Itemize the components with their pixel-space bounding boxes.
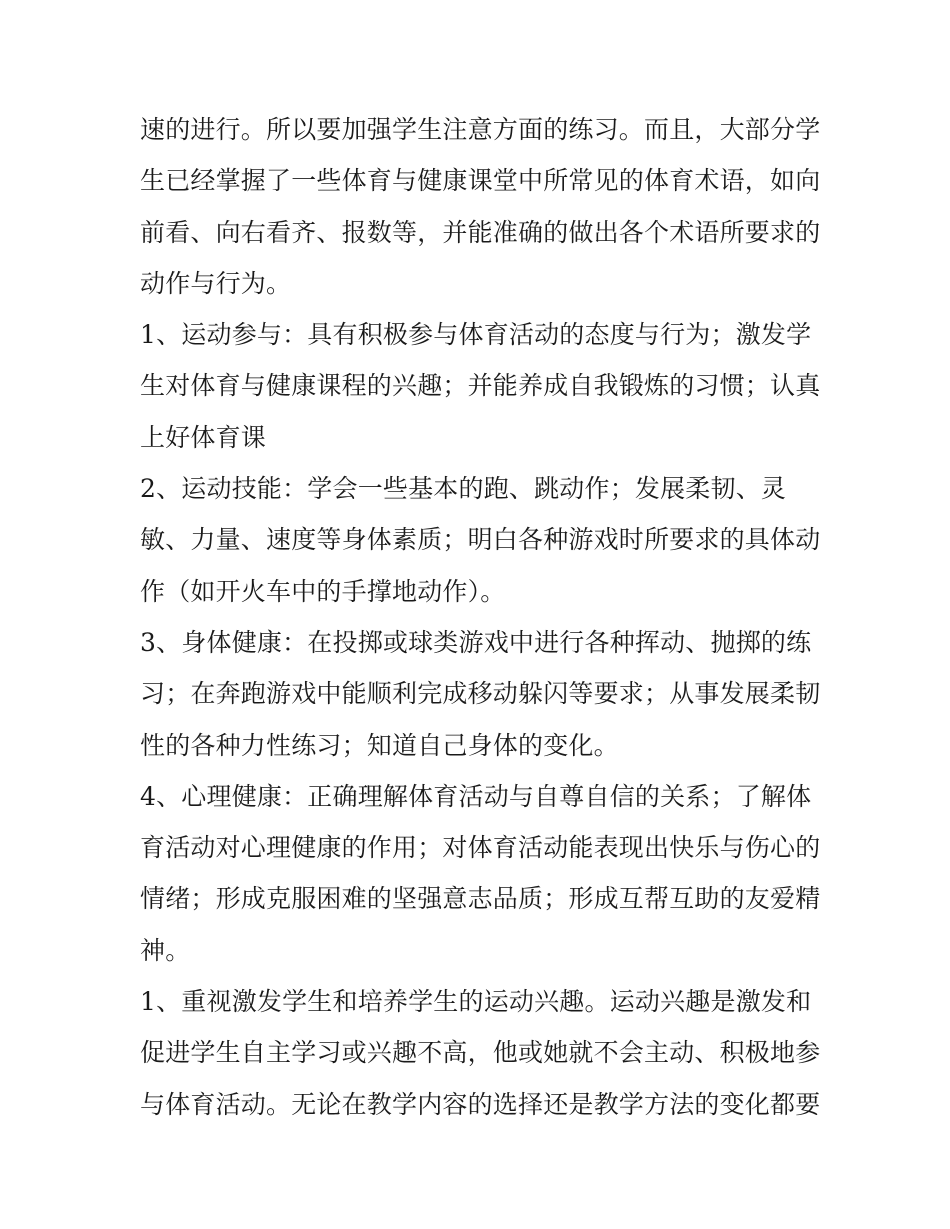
text-line: 1、运动参与：具有积极参与体育活动的态度与行为；激发学 bbox=[140, 320, 812, 350]
text-line: 习；在奔跑游戏中能顺利完成移动躲闪等要求；从事发展柔韧 bbox=[140, 679, 821, 709]
text-line: 作（如开火车中的手撑地动作）。 bbox=[140, 576, 506, 606]
text-line: 2、运动技能：学会一些基本的跑、跳动作；发展柔韧、灵 bbox=[140, 474, 787, 504]
text-line: 3、身体健康：在投掷或球类游戏中进行各种挥动、抛掷的练 bbox=[140, 627, 812, 657]
text-line: 上好体育课 bbox=[140, 422, 267, 452]
text-line: 情绪；形成克服困难的坚强意志品质；形成互帮互助的友爱精 bbox=[140, 884, 821, 914]
document-body bbox=[140, 104, 821, 1130]
text-line: 前看、向右看齐、报数等，并能准确的做出各个术语所要求的 bbox=[140, 217, 821, 247]
text-line: 神。 bbox=[140, 935, 191, 965]
text-line: 促进学生自主学习或兴趣不高，他或她就不会主动、积极地参 bbox=[140, 1038, 821, 1068]
text-line: 动作与行为。 bbox=[140, 268, 292, 298]
text-line: 与体育活动。无论在教学内容的选择还是教学方法的变化都要 bbox=[140, 1089, 821, 1119]
text-line: 速的进行。所以要加强学生注意方面的练习。而且，大部分学 bbox=[140, 115, 821, 144]
text-line: 生已经掌握了一些体育与健康课堂中所常见的体育术语，如向 bbox=[140, 166, 821, 196]
text-line: 性的各种力性练习；知道自己身体的变化。 bbox=[140, 730, 619, 760]
text-line: 4、心理健康：正确理解体育活动与自尊自信的关系；了解体 bbox=[140, 781, 812, 811]
text-line: 1、重视激发学生和培养学生的运动兴趣。运动兴趣是激发和 bbox=[140, 987, 812, 1017]
text-line: 育活动对心理健康的作用；对体育活动能表现出快乐与伤心的 bbox=[140, 833, 821, 863]
text-line: 敏、力量、速度等身体素质；明白各种游戏时所要求的具体动 bbox=[140, 525, 821, 555]
text-line: 生对体育与健康课程的兴趣；并能养成自我锻炼的习惯；认真 bbox=[140, 371, 821, 401]
